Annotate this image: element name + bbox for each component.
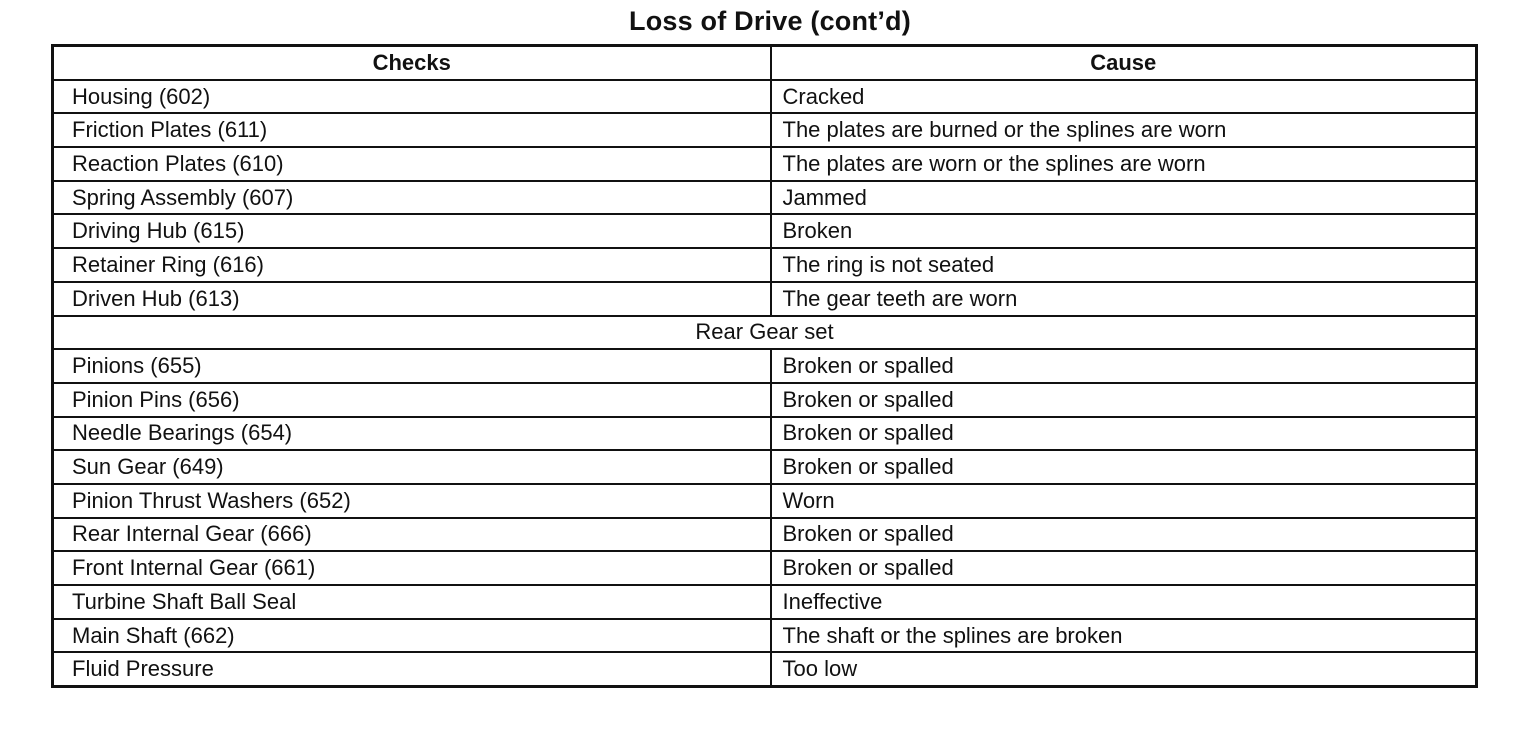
check-cell: Turbine Shaft Ball Seal — [53, 585, 771, 619]
table-row — [53, 147, 1477, 181]
check-cell: Front Internal Gear (661) — [53, 551, 771, 585]
table-row — [53, 518, 1477, 552]
cause-cell: Broken or spalled — [771, 450, 1477, 484]
cause-cell: Broken or spalled — [771, 518, 1477, 552]
section-label-rear-gear-set: Rear Gear set — [53, 316, 1477, 350]
cause-cell: Broken or spalled — [771, 417, 1477, 451]
check-cell: Pinion Thrust Washers (652) — [53, 484, 771, 518]
check-cell: Friction Plates (611) — [53, 113, 771, 147]
table-row — [53, 484, 1477, 518]
cause-cell: The shaft or the splines are broken — [771, 619, 1477, 653]
cause-cell: Worn — [771, 484, 1477, 518]
check-cell: Pinion Pins (656) — [53, 383, 771, 417]
check-cell: Retainer Ring (616) — [53, 248, 771, 282]
cause-cell: The ring is not seated — [771, 248, 1477, 282]
table-row — [53, 248, 1477, 282]
table-row — [53, 282, 1477, 316]
check-cell: Spring Assembly (607) — [53, 181, 771, 215]
table-row — [53, 214, 1477, 248]
table-header-row — [53, 46, 1477, 80]
check-cell: Needle Bearings (654) — [53, 417, 771, 451]
table-row — [53, 349, 1477, 383]
table-row — [53, 383, 1477, 417]
table-row — [53, 417, 1477, 451]
checks-cause-table — [51, 44, 1478, 688]
check-cell: Pinions (655) — [53, 349, 771, 383]
check-cell: Rear Internal Gear (666) — [53, 518, 771, 552]
table-row — [53, 113, 1477, 147]
check-cell: Main Shaft (662) — [53, 619, 771, 653]
check-cell: Driven Hub (613) — [53, 282, 771, 316]
table-row — [53, 585, 1477, 619]
check-cell: Sun Gear (649) — [53, 450, 771, 484]
check-cell: Reaction Plates (610) — [53, 147, 771, 181]
column-header-checks: Checks — [53, 46, 771, 80]
cause-cell: Jammed — [771, 181, 1477, 215]
cause-cell: Cracked — [771, 80, 1477, 114]
table-row — [53, 652, 1477, 686]
check-cell: Driving Hub (615) — [53, 214, 771, 248]
table-row — [53, 619, 1477, 653]
cause-cell: Broken or spalled — [771, 383, 1477, 417]
check-cell: Fluid Pressure — [53, 652, 771, 686]
cause-cell: Broken — [771, 214, 1477, 248]
table-row — [53, 551, 1477, 585]
cause-cell: The gear teeth are worn — [771, 282, 1477, 316]
section-row — [53, 316, 1477, 350]
cause-cell: Broken or spalled — [771, 551, 1477, 585]
cause-cell: The plates are worn or the splines are worn — [771, 147, 1477, 181]
page-title: Loss of Drive (cont’d) — [629, 6, 911, 36]
table-row — [53, 181, 1477, 215]
cause-cell: Broken or spalled — [771, 349, 1477, 383]
check-cell: Housing (602) — [53, 80, 771, 114]
column-header-cause: Cause — [771, 46, 1477, 80]
cause-cell: The plates are burned or the splines are worn — [771, 113, 1477, 147]
cause-cell: Ineffective — [771, 585, 1477, 619]
table-row — [53, 450, 1477, 484]
cause-cell: Too low — [771, 652, 1477, 686]
table-row — [53, 80, 1477, 114]
